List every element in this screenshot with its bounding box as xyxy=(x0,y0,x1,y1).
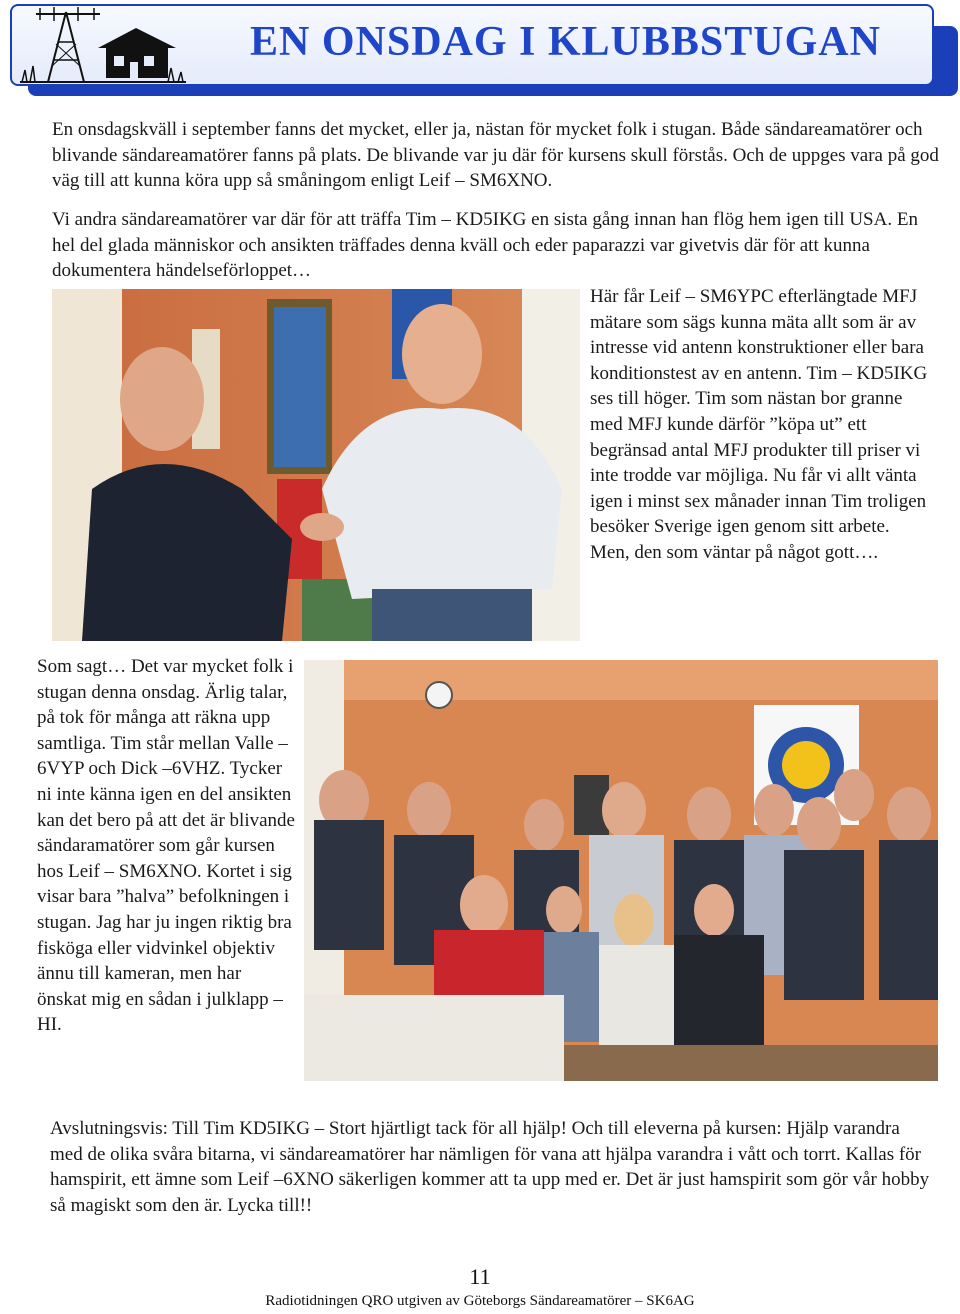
page-number: 11 xyxy=(469,1264,491,1289)
photo2-caption: Som sagt… Det var mycket folk i stugan denna onsdag. Ärlig talar, på tok för många att räkna upp samtliga. Tim står mellan Valle –6VYP och Dick –6VHZ. Tycker ni inte känna igen en del ansikten kan det bero på att det är blivande sändaramatörer som går kursen hos Leif – SM6XNO. Kortet i sig visar bara ”halva” befolkningen i stugan. Jag har ju ingen riktig bra fisköga eller vidvinkel objektiv ännu till kameran, men har önskat mig en sådan i julklapp – HI. xyxy=(37,656,295,1036)
group-photo xyxy=(304,660,938,1081)
intro-paragraph-2: Vi andra sändareamatörer var där för att träffa Tim – KD5IKG en sista gång innan han flög hem igen till USA. En hel del glada människor och ansikten träffades denna kväll och eder paparazzi var givetvis där för att kunna dokumentera händelseförloppet… xyxy=(52,209,918,282)
handshake-photo xyxy=(52,289,580,641)
publication-footer: Radiotidningen QRO utgiven av Göteborgs Sändareamatörer – SK6AG xyxy=(265,1293,695,1309)
header-banner xyxy=(10,4,950,94)
page-title: EN ONSDAG I KLUBBSTUGAN xyxy=(250,19,881,65)
intro-paragraph: En onsdagskväll i september fanns det mycket, eller ja, nästan för mycket folk i stugan. Både sändareamatörer och blivande sändareamatörer fanns på plats. De blivande var ju där för kursens skull förstås. Och de uppges vara på god väg till att kunna köra upp så småningom enligt Leif – SM6XNO. xyxy=(52,119,939,192)
antenna-clubhouse-icon xyxy=(18,4,188,86)
group-photo-illustration xyxy=(304,660,938,1081)
photo1-caption: Här får Leif – SM6YPC efterlängtade MFJ mätare som sägs kunna mäta allt som är av intresse vid antenn konstruktioner eller bara konditionstest av en antenn. Tim – KD5IKG ses till höger. Tim som nästan bor granne med MFJ kunde därför ”köpa ut” ett begränsad antal MFJ produkter till priser vi inte trodde var möjliga. Nu får vi allt vänta igen i minst sex månader innan Tim troligen besöker Sverige igen genom sitt arbete. Men, den som väntar på något gott…. xyxy=(590,286,928,563)
closing-paragraph: Avslutningsvis: Till Tim KD5IKG – Stort hjärtligt tack för all hjälp! Och till eleverna på kursen: Hjälp varandra med de olika svåra bitarna, vi sändareamatörer har nämligen för vana att hjälpa varandra i vått och torrt. Kallas för hamspirit, ett ämne som Leif –6XNO säkerligen kommer att ta upp med er. Det är just hamspirit som gör vår hobby så magiskt som den är. Lycka till!! xyxy=(50,1118,930,1216)
handshake-photo-illustration xyxy=(52,289,580,641)
